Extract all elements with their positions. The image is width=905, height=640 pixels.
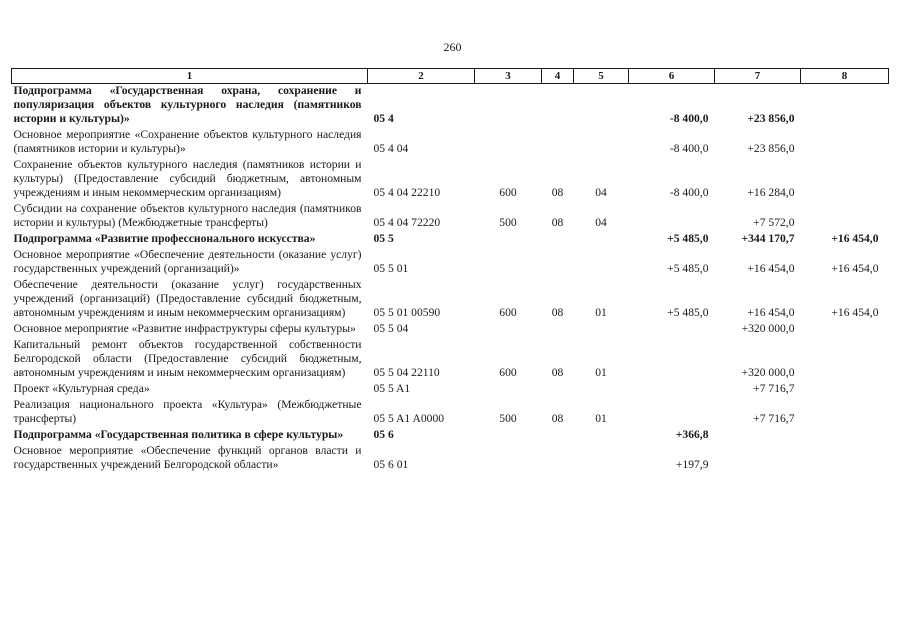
row-amount-col7: +23 856,0 (747, 142, 795, 155)
row-amount-col8: +16 454,0 (831, 262, 879, 275)
header-col-1: 1 (12, 69, 368, 84)
row-expense-type: 500 (499, 216, 517, 229)
row-subsection: 01 (595, 366, 607, 379)
row-subsection (574, 380, 629, 396)
header-col-6: 6 (629, 69, 715, 84)
row-section (542, 380, 574, 396)
row-name: Основное мероприятие «Обеспечение функций органов власти и государственных учреждений Белгородской области» (13, 444, 362, 471)
row-code: 05 4 04 (373, 142, 409, 155)
row-amount-col8 (801, 442, 889, 472)
row-subsection (574, 230, 629, 246)
row-amount-col7: +16 284,0 (747, 186, 795, 199)
row-subsection: 04 (595, 186, 607, 199)
row-amount-col6: -8 400,0 (669, 186, 709, 199)
row-section (542, 126, 574, 156)
row-amount-col8 (801, 396, 889, 426)
row-name: Субсидии на сохранение объектов культурного наследия (памятников истории и культуры) (Межбюджетные трансферты) (13, 202, 362, 229)
row-name: Сохранение объектов культурного наследия (памятников истории и культуры) (Предоставление субсидий бюджетным, автономным учреждениям и иным некоммерческим организациям) (13, 158, 362, 199)
row-expense-type (475, 84, 542, 127)
row-amount-col6 (629, 200, 715, 230)
row-section: 08 (551, 366, 564, 379)
row-code: 05 5 A1 A0000 (373, 412, 445, 425)
row-subsection (574, 426, 629, 442)
row-name: Основное мероприятие «Обеспечение деятельности (оказание услуг) государственных учреждений (организаций)» (13, 248, 362, 275)
row-amount-col6: +5 485,0 (667, 262, 709, 275)
table-row (12, 442, 889, 472)
row-amount-col7: +23 856,0 (747, 112, 795, 125)
table-row (12, 336, 889, 380)
row-expense-type (475, 320, 542, 336)
row-section (542, 442, 574, 472)
row-code: 05 4 04 72220 (373, 216, 441, 229)
table-row (12, 156, 889, 200)
row-amount-col7: +7 716,7 (753, 412, 795, 425)
row-subsection (574, 126, 629, 156)
header-col-8: 8 (801, 69, 889, 84)
row-subsection: 04 (595, 216, 607, 229)
row-amount-col6: +197,9 (675, 458, 709, 471)
row-amount-col6: -8 400,0 (669, 142, 709, 155)
row-section (542, 230, 574, 246)
row-amount-col6: +366,8 (675, 428, 709, 441)
row-expense-type: 600 (499, 306, 517, 319)
table-row (12, 84, 889, 127)
row-amount-col7: +7 716,7 (753, 382, 795, 395)
row-code: 05 6 01 (373, 458, 409, 471)
table-row (12, 426, 889, 442)
row-amount-col7 (715, 426, 801, 442)
table-row (12, 380, 889, 396)
row-subsection: 01 (595, 412, 607, 425)
row-expense-type (475, 246, 542, 276)
row-code: 05 5 01 (373, 262, 409, 275)
table-header (12, 69, 889, 84)
row-expense-type (475, 126, 542, 156)
row-name: Подпрограмма «Государственная охрана, сохранение и популяризация объектов культурного наследия (памятников истории и культуры)» (13, 84, 362, 125)
row-amount-col7: +7 572,0 (753, 216, 795, 229)
row-expense-type (475, 380, 542, 396)
header-col-5: 5 (574, 69, 629, 84)
row-expense-type: 500 (499, 412, 517, 425)
row-name: Проект «Культурная среда» (13, 382, 150, 395)
row-amount-col7: +16 454,0 (747, 262, 795, 275)
row-amount-col7 (715, 442, 801, 472)
row-amount-col6 (629, 320, 715, 336)
row-section (542, 84, 574, 127)
row-amount-col6: +5 485,0 (667, 306, 709, 319)
row-amount-col6 (629, 336, 715, 380)
row-subsection (574, 84, 629, 127)
row-code: 05 6 (373, 428, 394, 441)
row-name: Реализация национального проекта «Культура» (Межбюджетные трансферты) (13, 398, 362, 425)
header-col-3: 3 (475, 69, 542, 84)
row-section (542, 320, 574, 336)
table-row (12, 320, 889, 336)
row-expense-type: 600 (499, 186, 517, 199)
header-row (12, 69, 889, 84)
row-amount-col8 (801, 426, 889, 442)
header-col-7: 7 (715, 69, 801, 84)
table-row (12, 230, 889, 246)
row-amount-col8 (801, 336, 889, 380)
table-body (12, 84, 889, 473)
row-name: Подпрограмма «Государственная политика в сфере культуры» (13, 428, 344, 441)
row-amount-col7: +344 170,7 (741, 232, 795, 245)
row-amount-col6 (629, 396, 715, 426)
row-section: 08 (551, 186, 564, 199)
row-amount-col6: -8 400,0 (669, 112, 709, 125)
budget-table (11, 68, 889, 472)
row-name: Основное мероприятие «Сохранение объектов культурного наследия (памятников истории и культуры)» (13, 128, 362, 155)
row-amount-col8: +16 454,0 (831, 232, 879, 245)
row-section: 08 (551, 306, 564, 319)
row-amount-col7: +320 000,0 (741, 322, 795, 335)
row-amount-col6 (629, 380, 715, 396)
row-amount-col8 (801, 200, 889, 230)
row-section: 08 (551, 216, 564, 229)
table-row (12, 126, 889, 156)
row-amount-col8 (801, 156, 889, 200)
row-code: 05 4 (373, 112, 394, 125)
row-amount-col6: +5 485,0 (667, 232, 709, 245)
table-row (12, 276, 889, 320)
row-subsection: 01 (595, 306, 607, 319)
row-section: 08 (551, 412, 564, 425)
header-col-2: 2 (368, 69, 475, 84)
row-code: 05 5 (373, 232, 394, 245)
row-name: Подпрограмма «Развитие профессионального искусства» (13, 232, 316, 245)
table-row (12, 200, 889, 230)
row-subsection (574, 320, 629, 336)
row-code: 05 5 04 (373, 322, 409, 335)
page-number: 260 (443, 40, 462, 54)
row-code: 05 5 04 22110 (373, 366, 440, 379)
row-amount-col8: +16 454,0 (831, 306, 879, 319)
row-amount-col7: +320 000,0 (741, 366, 795, 379)
row-amount-col7: +16 454,0 (747, 306, 795, 319)
header-col-4: 4 (542, 69, 574, 84)
row-section (542, 246, 574, 276)
row-code: 05 4 04 22210 (373, 186, 441, 199)
row-expense-type: 600 (499, 366, 517, 379)
table-row (12, 396, 889, 426)
row-expense-type (475, 230, 542, 246)
row-code: 05 5 A1 (373, 382, 411, 395)
row-section (542, 426, 574, 442)
row-subsection (574, 442, 629, 472)
row-expense-type (475, 426, 542, 442)
row-name: Основное мероприятие «Развитие инфраструктуры сферы культуры» (13, 322, 356, 335)
row-name: Обеспечение деятельности (оказание услуг) государственных учреждений (организаций) (Предоставление субсидий бюджетным, автономным учреждениям и иным некоммерческим организациям) (13, 278, 362, 319)
table-row (12, 246, 889, 276)
row-amount-col8 (801, 380, 889, 396)
row-amount-col8 (801, 126, 889, 156)
row-amount-col8 (801, 320, 889, 336)
row-expense-type (475, 442, 542, 472)
row-subsection (574, 246, 629, 276)
row-code: 05 5 01 00590 (373, 306, 441, 319)
row-name: Капитальный ремонт объектов государственной собственности Белгородской области (Предоставление субсидий бюджетным, автономным учреждениям и иным некоммерческим организациям) (13, 338, 362, 379)
row-amount-col8 (801, 84, 889, 127)
